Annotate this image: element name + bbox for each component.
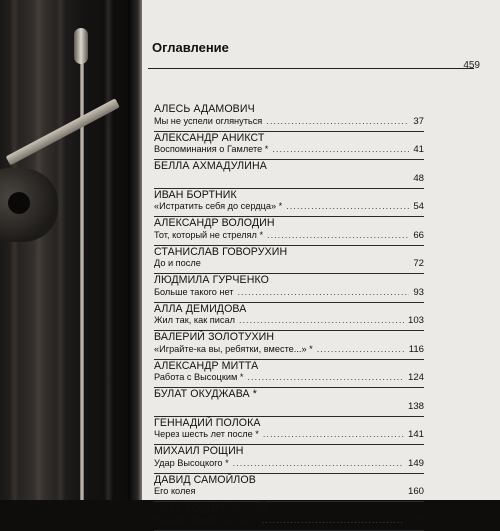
toc-author: АЛЕКСАНДР МИТТА [154, 359, 259, 372]
dot-leader [272, 144, 409, 154]
toc-author: АЛЕКСАНДР ВОЛОДИН [154, 217, 275, 229]
toc-entry [154, 132, 424, 161]
toc-title: «Играйте-ка вы, ребятки, вместе...» * [154, 343, 313, 354]
toc-page-number: 124 [407, 372, 424, 383]
toc-title: До и после [154, 258, 201, 268]
toc-author: АЛЕКСАНДР АНИКСТ [154, 131, 265, 144]
toc-entry [154, 445, 424, 474]
toc-work-line [154, 458, 424, 471]
toc-work-line [154, 258, 424, 271]
toc-entry [154, 331, 424, 360]
toc-title: Больше такого нет [154, 286, 234, 297]
toc-work-line [154, 344, 424, 357]
dot-leader [239, 315, 404, 325]
toc-entry [154, 160, 424, 189]
curtain-fold [34, 0, 43, 500]
dot-leader [262, 515, 404, 525]
toc-page-number: 160 [407, 486, 424, 497]
dot-leader [317, 344, 405, 354]
toc-work-line [154, 372, 424, 385]
toc-entry [154, 502, 424, 531]
toc-page-number: 48 [413, 172, 424, 184]
guitar-soundhole [8, 192, 30, 214]
curtain-fold [10, 0, 19, 500]
toc-author: БУЛАТ ОКУДЖАВА * [154, 388, 257, 400]
dot-leader [266, 116, 409, 126]
toc-entry [154, 274, 424, 303]
microphone-icon [74, 28, 88, 64]
toc-page-number: 37 [413, 115, 424, 127]
toc-page-number: 116 [408, 343, 424, 355]
toc-title: Мы не успели оглянуться [154, 115, 263, 126]
curtain-fold [56, 0, 65, 500]
page-number: 459 [463, 60, 480, 71]
toc-page-number: 149 [407, 457, 424, 469]
toc-page-number: 72 [413, 258, 424, 269]
toc-author: АЛЛА ДЕМИДОВА [154, 302, 247, 315]
toc-page-number: 93 [413, 286, 424, 298]
toc-work-line [154, 144, 424, 157]
toc-title: Через шесть лет после * [154, 429, 259, 439]
toc-work-line [154, 315, 424, 328]
toc-entry [154, 303, 424, 332]
toc-page-number: 41 [413, 144, 424, 155]
table-of-contents [154, 103, 424, 531]
dot-leader [247, 372, 404, 382]
toc-author: МИХАИЛ РОЩИН [154, 445, 244, 457]
toc-entry [154, 189, 424, 218]
toc-title: Воспоминания о Гамлете * [154, 144, 269, 154]
toc-author: ДАВИД САМОЙЛОВ [154, 473, 256, 486]
toc-title: Удар Высоцкого * [154, 457, 229, 468]
toc-entry [154, 217, 424, 246]
toc-author: ИВАН БОРТНИК [154, 188, 237, 201]
contents-page [142, 0, 500, 526]
toc-author: ВАЛЕРИЙ ЗОЛОТУХИН [154, 331, 275, 343]
dot-leader [233, 458, 404, 468]
toc-title: Его колея [154, 486, 196, 496]
toc-entry [154, 417, 424, 446]
toc-page-number: 163 [407, 514, 424, 526]
toc-work-line [154, 287, 424, 300]
toc-title: Жил так, как писал [154, 315, 235, 325]
dot-leader [263, 429, 404, 439]
toc-author: АЛЕСЬ АДАМОВИЧ [154, 103, 255, 115]
toc-page-number: 138 [407, 400, 424, 412]
toc-title: Тот, который не стрелял * [154, 229, 264, 240]
toc-entry [154, 103, 424, 132]
dot-leader [267, 230, 409, 240]
toc-page-number: 66 [413, 229, 424, 241]
book-photo [0, 0, 134, 500]
toc-title: Пришло время поэта... * [154, 514, 258, 525]
toc-author: СТАНИСЛАВ ГОВОРУХИН [154, 245, 288, 258]
toc-work-line [154, 429, 424, 442]
dot-leader [237, 287, 409, 297]
curtain-fold [104, 0, 113, 500]
toc-work-line [154, 486, 424, 499]
toc-work-line [154, 401, 424, 414]
toc-work-line [154, 173, 424, 186]
toc-author: ГЕННАДИЙ ПОЛОКА [154, 416, 261, 429]
toc-page-number: 103 [407, 315, 424, 326]
toc-author: БЕЛЛА АХМАДУЛИНА [154, 160, 267, 172]
dot-leader [286, 201, 409, 211]
toc-work-line [154, 201, 424, 214]
toc-entry [154, 388, 424, 417]
toc-entry [154, 360, 424, 389]
toc-entry [154, 246, 424, 275]
page-title: Оглавление [152, 40, 229, 55]
toc-title: «Истратить себя до сердца» * [154, 201, 283, 211]
toc-work-line [154, 515, 424, 528]
toc-title: Работа с Высоцким * [154, 372, 244, 382]
toc-author: ЛЮДМИЛА ГУРЧЕНКО [154, 274, 269, 286]
toc-page-number: 54 [413, 201, 424, 212]
toc-work-line [154, 116, 424, 129]
toc-page-number: 141 [407, 429, 424, 440]
microphone-stand [80, 34, 84, 500]
contents-header [148, 40, 480, 71]
toc-author: ПЕТР ТОДОРОВСКИЙ [154, 502, 268, 514]
toc-entry [154, 474, 424, 503]
toc-work-line [154, 230, 424, 243]
